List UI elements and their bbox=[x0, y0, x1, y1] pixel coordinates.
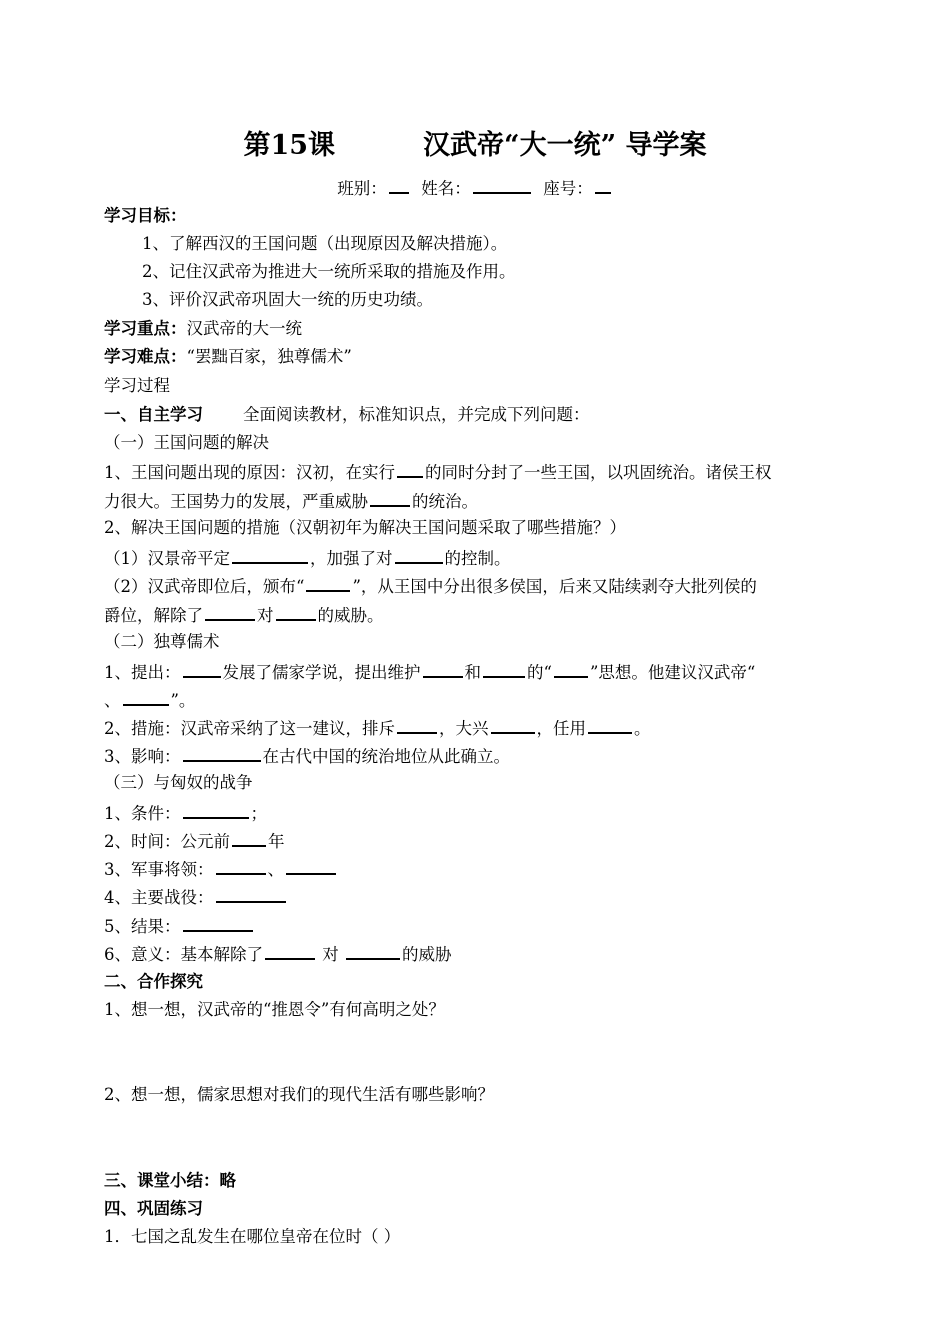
answer-blank[interactable] bbox=[183, 801, 249, 819]
answer-blank[interactable] bbox=[306, 574, 350, 592]
answer-blank[interactable] bbox=[395, 546, 443, 564]
goal-item: 1、了解西汉的王国问题（出现原因及解决措施）。 bbox=[142, 234, 508, 253]
seat-blank[interactable] bbox=[595, 176, 611, 194]
section-title: （一）王国问题的解决 bbox=[104, 433, 269, 452]
answer-blank[interactable] bbox=[183, 914, 253, 932]
focus-line: 学习重点：汉武帝的大一统 bbox=[104, 319, 302, 338]
question-line: （2）汉武帝即位后，颁布“ ”，从王国中分出很多侯国，后来又陆续剥夺大批列侯的 bbox=[104, 574, 757, 598]
answer-blank[interactable] bbox=[216, 857, 266, 875]
answer-blank[interactable] bbox=[205, 603, 255, 621]
process-label: 学习过程 bbox=[104, 376, 170, 395]
question-line: 爵位，解除了 对 的威胁。 bbox=[104, 603, 384, 627]
answer-blank[interactable] bbox=[183, 744, 261, 762]
question-line: 4、主要战役： bbox=[104, 885, 288, 909]
question-line: 、 ”。 bbox=[104, 688, 195, 712]
answer-blank[interactable] bbox=[216, 885, 286, 903]
section-title: （三）与匈奴的战争 bbox=[104, 773, 253, 792]
answer-blank[interactable] bbox=[232, 829, 266, 847]
question-line: 1、条件： ； bbox=[104, 801, 267, 825]
exercise-question: 1．七国之乱发生在哪位皇帝在位时（ ） bbox=[104, 1227, 401, 1246]
part4-heading: 四、巩固练习 bbox=[104, 1199, 203, 1218]
part2-heading: 二、合作探究 bbox=[104, 972, 203, 991]
answer-blank[interactable] bbox=[397, 460, 423, 478]
difficulty-line: 学习难点：“罢黜百家，独尊儒术” bbox=[104, 347, 352, 366]
name-blank[interactable] bbox=[473, 176, 531, 194]
answer-blank[interactable] bbox=[123, 688, 169, 706]
question-line: 1、王国问题出现的原因：汉初，在实行 的同时分封了一些王国，以巩固统治。诸侯王权 bbox=[104, 460, 772, 484]
answer-blank[interactable] bbox=[554, 660, 588, 678]
goal-item: 3、评价汉武帝巩固大一统的历史功绩。 bbox=[142, 290, 433, 309]
question-line: 2、解决王国问题的措施（汉朝初年为解决王国问题采取了哪些措施？） bbox=[104, 518, 626, 537]
answer-blank[interactable] bbox=[265, 942, 315, 960]
question-line: 2、措施：汉武帝采纳了这一建议，排斥 ，大兴 ，任用 。 bbox=[104, 716, 651, 740]
answer-blank[interactable] bbox=[588, 716, 632, 734]
answer-blank[interactable] bbox=[370, 489, 410, 507]
answer-blank[interactable] bbox=[276, 603, 316, 621]
section-title: （二）独尊儒术 bbox=[104, 632, 220, 651]
answer-blank[interactable] bbox=[397, 716, 437, 734]
question-line: 6、意义：基本解除了 对 的威胁 bbox=[104, 942, 452, 966]
answer-blank[interactable] bbox=[286, 857, 336, 875]
answer-blank[interactable] bbox=[491, 716, 535, 734]
question-line: （1）汉景帝平定 ，加强了对 的控制。 bbox=[104, 546, 511, 570]
goals-heading: 学习目标： bbox=[104, 206, 187, 225]
student-info-line: 班别： 姓名： 座号： bbox=[0, 176, 950, 200]
discussion-question: 1、想一想，汉武帝的“推恩令”有何高明之处？ bbox=[104, 1000, 445, 1019]
discussion-question: 2、想一想，儒家思想对我们的现代生活有哪些影响？ bbox=[104, 1085, 494, 1104]
question-line: 1、提出： 发展了儒家学说，提出维护 和 的“ ”思想。他建议汉武帝“ bbox=[104, 660, 755, 684]
question-line: 力很大。王国势力的发展，严重威胁 的统治。 bbox=[104, 489, 478, 513]
answer-blank[interactable] bbox=[483, 660, 525, 678]
answer-blank[interactable] bbox=[232, 546, 308, 564]
part3-heading: 三、课堂小结：略 bbox=[104, 1171, 236, 1190]
answer-blank[interactable] bbox=[423, 660, 463, 678]
question-line: 5、结果： bbox=[104, 914, 255, 938]
page-title bbox=[0, 128, 950, 164]
question-line: 2、时间：公元前 年 bbox=[104, 829, 285, 853]
class-blank[interactable] bbox=[389, 176, 409, 194]
question-line: 3、军事将领： 、 bbox=[104, 857, 338, 881]
part1-heading-line: 一、自主学习 全面阅读教材，标准知识点，并完成下列问题： bbox=[104, 405, 590, 424]
answer-blank[interactable] bbox=[183, 660, 221, 678]
lesson-topic: 汉武帝“大一统” 导学案 bbox=[423, 130, 707, 161]
answer-blank[interactable] bbox=[346, 942, 400, 960]
lesson-number: 第15课 bbox=[243, 130, 336, 161]
question-line: 3、影响： 在古代中国的统治地位从此确立。 bbox=[104, 744, 510, 768]
goal-item: 2、记住汉武帝为推进大一统所采取的措施及作用。 bbox=[142, 262, 516, 281]
